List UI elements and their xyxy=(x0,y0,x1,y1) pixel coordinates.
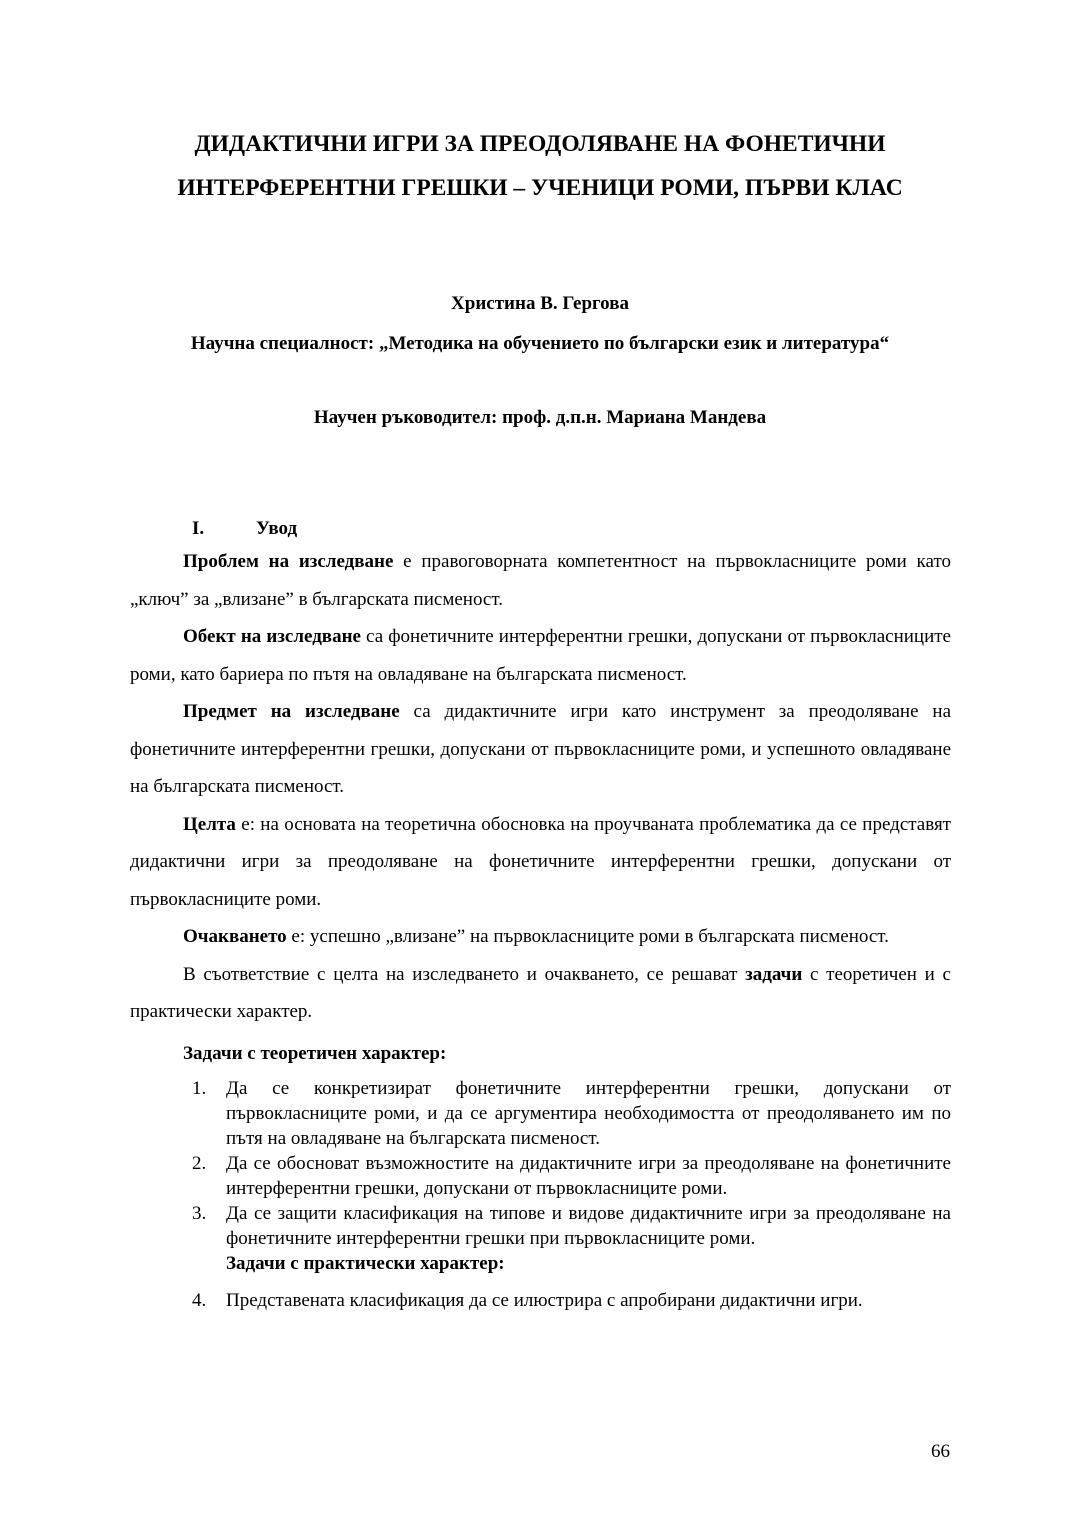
list-item-number: 2. xyxy=(192,1152,207,1174)
list-item-text: Да се конкретизират фонетичните интерферентни грешки, допускани от първокласниците роми, и да се аргументира необходимостта от преодоляването им по пътя на овладяване на българската писменост. xyxy=(226,1077,951,1149)
theoretical-tasks-heading: Задачи с теоретичен характер: xyxy=(183,1042,447,1064)
list-item xyxy=(192,1288,951,1313)
list-item-number: 4. xyxy=(192,1289,207,1311)
text-goal: е: на основата на теоретична обосновка на проучваната проблематика да се представят дидактични игри за преодоляване на фонетичните интерферентни грешки, допускани от първокласниците роми. xyxy=(130,813,951,910)
practical-tasks-heading: Задачи с практически характер: xyxy=(226,1252,505,1274)
list-item-text: Да се защити класификация на типове и видове дидактичните игри за преодоляване на фонетичните интерферентни грешки при първокласниците роми. xyxy=(226,1202,951,1249)
list-item xyxy=(192,1076,951,1151)
text-subject: са дидактичните игри като инструмент за преодоляване на фонетичните интерферентни грешки, допускани от първокласниците роми, и успешното овладяване на българската писменост. xyxy=(130,701,952,797)
term-problem: Проблем на изследване xyxy=(183,551,394,572)
term-expectation: Очакването xyxy=(183,926,287,947)
list-item-number: 3. xyxy=(192,1202,207,1224)
section-label: Увод xyxy=(256,518,298,539)
paper-title xyxy=(100,122,980,210)
paragraph-subject xyxy=(130,693,951,806)
scientific-specialty: Научна специалност: „Методика на обучението по български език и литература“ xyxy=(190,333,890,354)
title-line-1: ДИДАКТИЧНИ ИГРИ ЗА ПРЕОДОЛЯВАНЕ НА ФОНЕТИЧНИ xyxy=(194,131,886,157)
list-item-text: Представената класификация да се илюстрира с апробирани дидактични игри. xyxy=(226,1289,863,1311)
author-name: Христина В. Гергова xyxy=(451,293,629,314)
list-item xyxy=(192,1151,951,1201)
paragraph-expectation xyxy=(130,918,951,956)
term-object: Обект на изследване xyxy=(183,626,361,647)
text-object: са фонетичните интерферентни грешки, допускани от първокласниците роми, като бариера по пътя на овладяване на българската писменост. xyxy=(130,626,951,685)
paragraph-object xyxy=(130,618,951,693)
term-tasks: задачи xyxy=(745,963,803,985)
text-problem: е правоговорната компетентност на първокласниците роми като „ключ” за „влизане” в българската писменост. xyxy=(130,551,951,610)
list-item xyxy=(192,1201,951,1251)
text-tasks-intro-after: с теоретичен и с практически характер. xyxy=(130,963,951,1022)
paragraph-goal xyxy=(130,806,951,919)
text-tasks-intro-before: В съответствие с целта на изследването и очакването, се решават xyxy=(183,963,746,985)
term-subject: Предмет на изследване xyxy=(183,701,400,722)
practical-tasks-list xyxy=(130,1288,951,1313)
theoretical-tasks-list xyxy=(130,1076,951,1251)
paragraph-problem xyxy=(130,543,951,618)
text-expectation: е: успешно „влизане” на първокласниците роми в българската писменост. xyxy=(286,926,889,947)
scientific-supervisor: Научен ръководител: проф. д.п.н. Мариана Мандева xyxy=(313,407,767,428)
section-number: I. xyxy=(192,518,205,539)
list-item-text: Да се обосноват възможностите на дидактичните игри за преодоляване на фонетичните интерферентни грешки, допускани от първокласниците роми. xyxy=(226,1152,951,1199)
section-heading-introduction xyxy=(130,515,951,543)
paragraph-tasks-intro xyxy=(130,956,951,1031)
title-line-2: ИНТЕРФЕРЕНТНИ ГРЕШКИ – УЧЕНИЦИ РОМИ, ПЪРВИ КЛАС xyxy=(177,175,903,201)
body-text xyxy=(130,515,951,1313)
list-item-number: 1. xyxy=(192,1077,207,1099)
page-number: 66 xyxy=(931,1441,950,1462)
term-goal: Целта xyxy=(183,813,236,835)
